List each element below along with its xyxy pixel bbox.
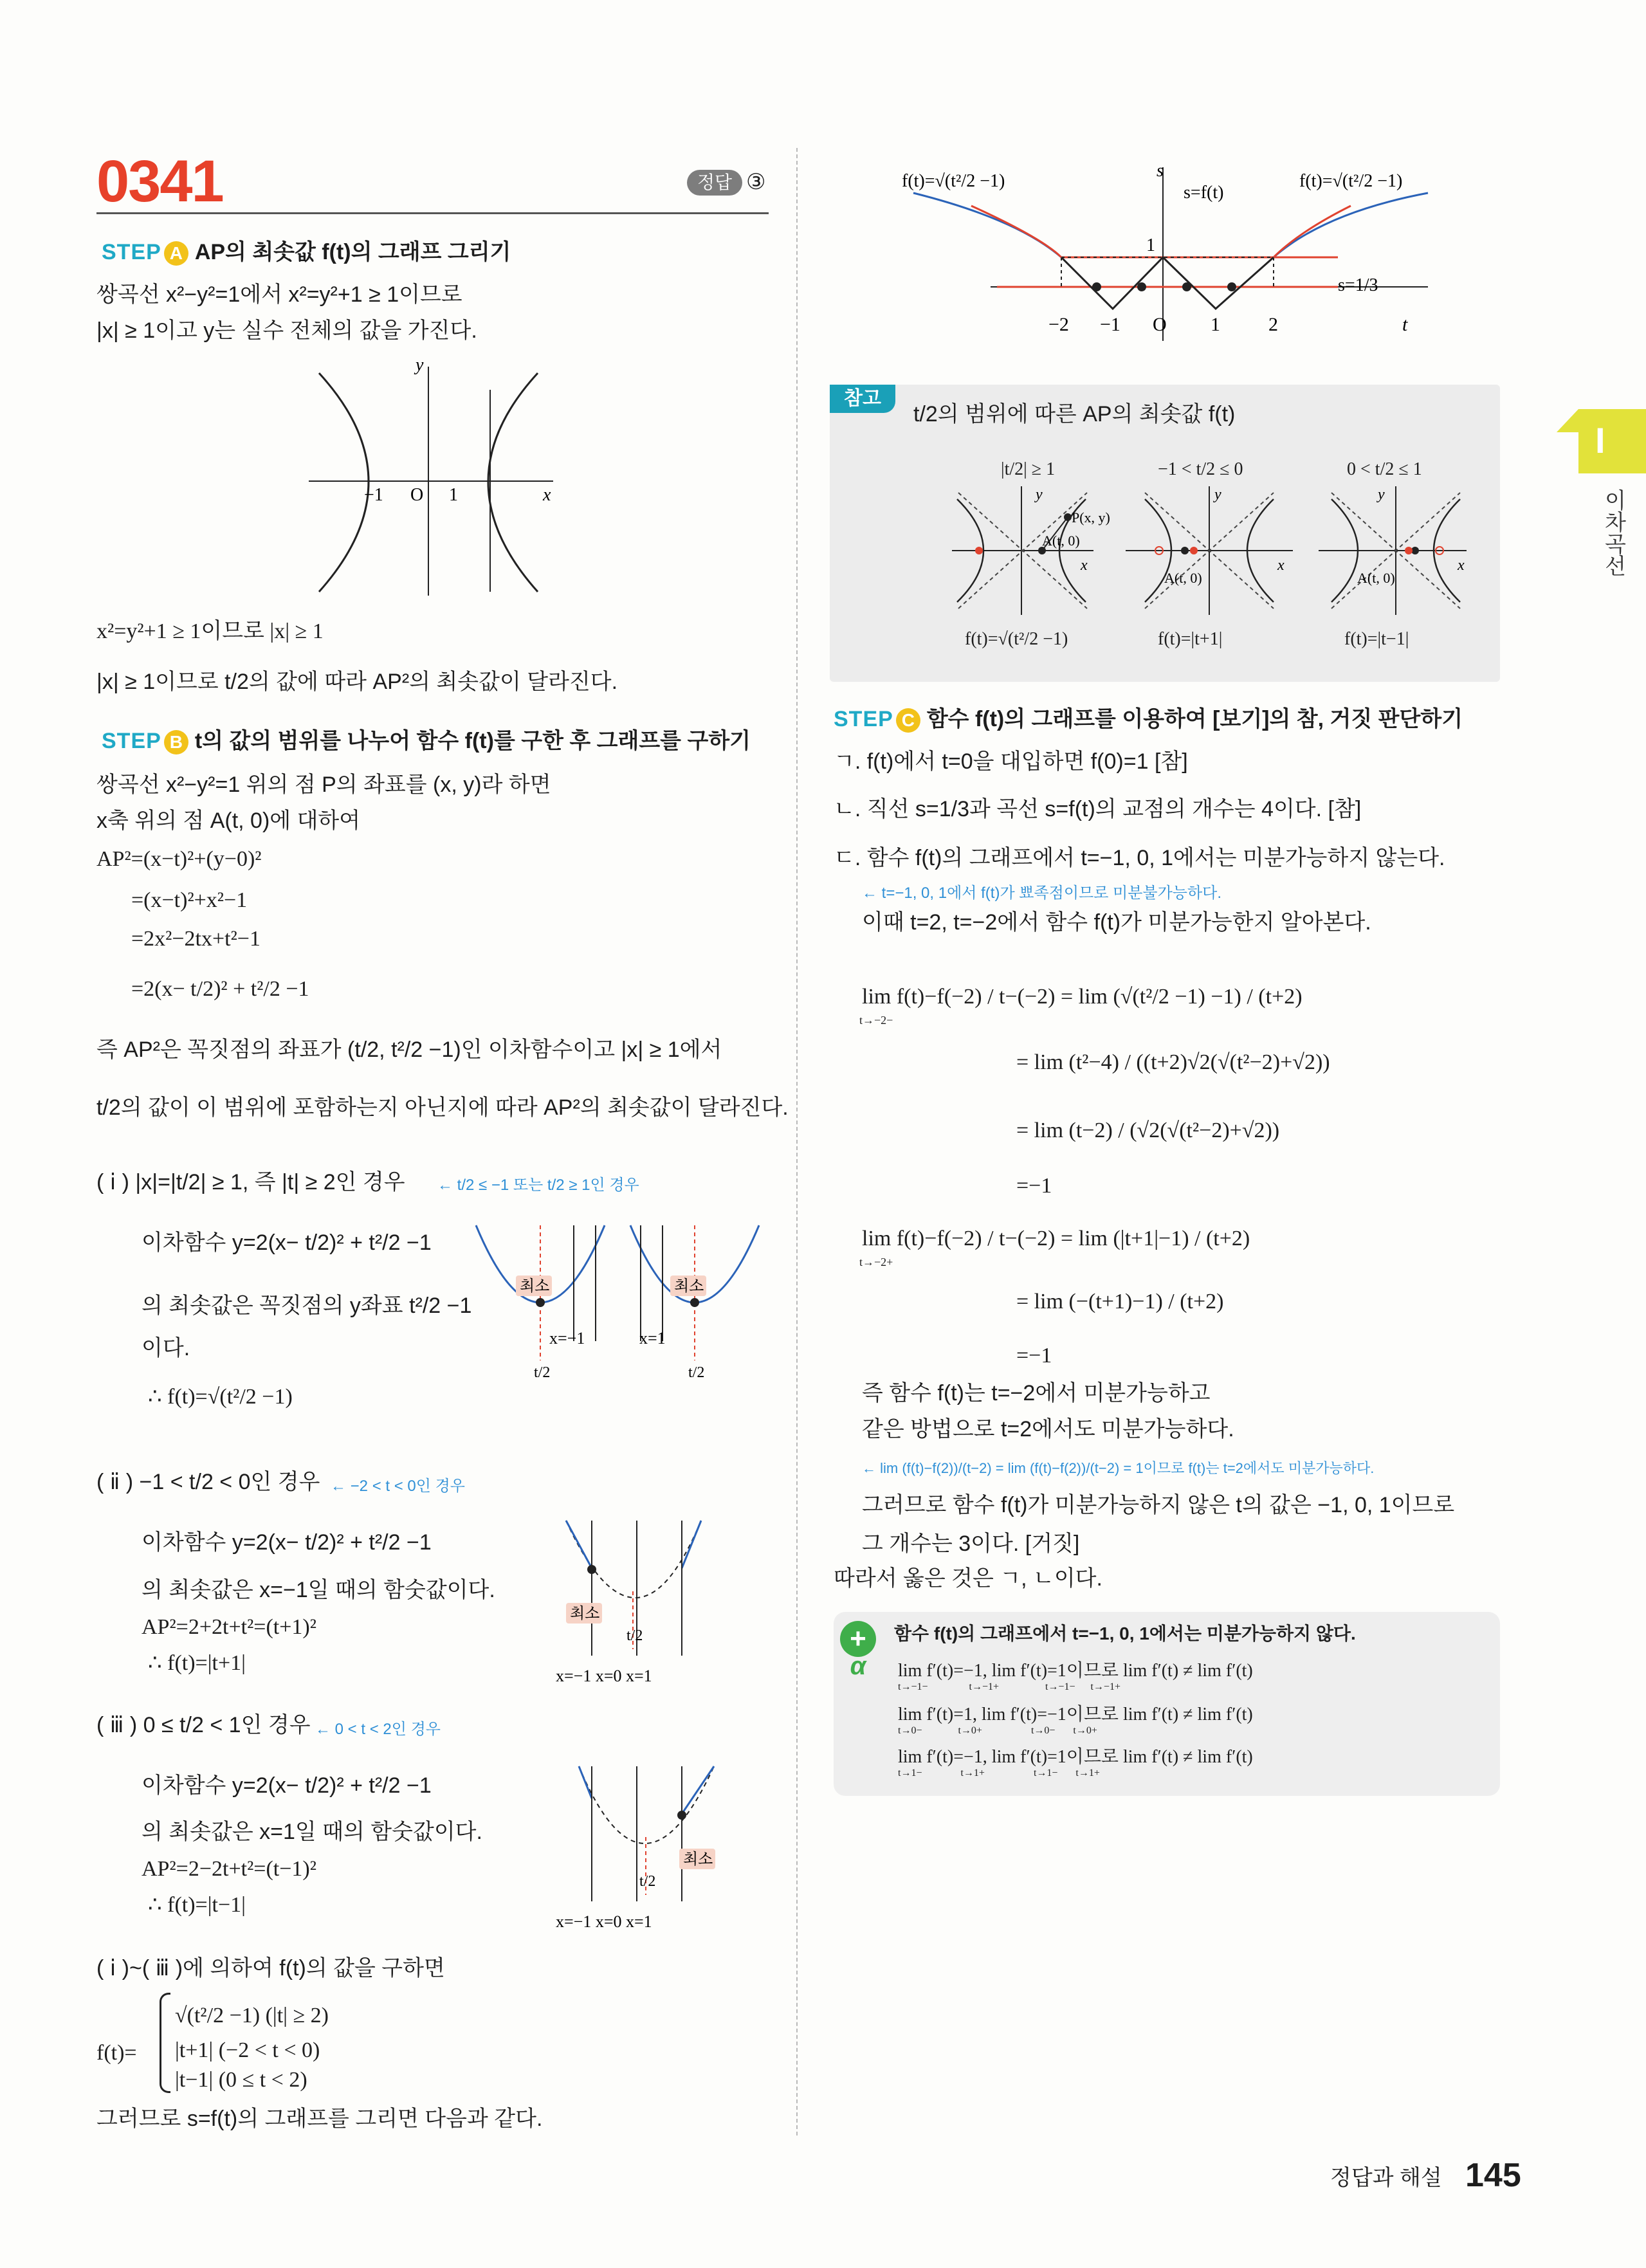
ref-panel-3 — [1319, 486, 1467, 615]
lim2-sub: t→−2+ — [859, 1256, 893, 1268]
final-answer: 따라서 옳은 것은 ㄱ, ㄴ이다. — [834, 1566, 1102, 1591]
case2-a: 이차함수 y=2(x− t/2)² + t²/2 −1 — [142, 1530, 432, 1555]
tick-t: t — [1402, 314, 1408, 335]
eq-ap2-1: AP²=(x−t)²+(y−0)² — [96, 847, 262, 871]
case3-c: AP²=2−2t+t²=(t−1)² — [142, 1857, 316, 1881]
final-line: 그러므로 s=f(t)의 그래프를 그리면 다음과 같다. — [96, 2107, 543, 2131]
case1-right-t2: t/2 — [688, 1364, 705, 1381]
conclusion-3: 그러므로 함수 f(t)가 미분가능하지 않은 t의 값은 −1, 0, 1이므로 — [862, 1493, 1455, 1517]
sft-right-label: f(t)=√(t²/2 −1) — [1299, 171, 1403, 191]
case3-head: ( ⅲ ) 0 ≤ t/2 < 1인 경우 — [96, 1713, 311, 1737]
step-a-line2: |x| ≥ 1이고 y는 실수 전체의 값을 가진다. — [96, 318, 477, 343]
graph-y-label: y — [416, 358, 424, 375]
case3-b: 의 최솟값은 x=1일 때의 함숫값이다. — [142, 1820, 482, 1844]
item-g: ㄱ. f(t)에서 t=0을 대입하면 f(0)=1 [참] — [834, 749, 1188, 774]
graph-origin: O — [410, 485, 424, 505]
tip-row-3-sub: t→1− t→1+ t→1− t→1+ — [898, 1768, 1100, 1779]
case1-c: 이다. — [142, 1336, 190, 1360]
intersection-4 — [1227, 282, 1236, 291]
case1-d: ∴ f(t)=√(t²/2 −1) — [148, 1385, 293, 1409]
case2-left-branch — [566, 1521, 592, 1568]
case2-min-point — [587, 1565, 596, 1574]
case1-head: ( ⅰ ) |x|=|t/2| ≥ 1, 즉 |t| ≥ 2인 경우 — [96, 1170, 405, 1194]
sft-sft-label: s=f(t) — [1184, 183, 1224, 203]
lim1-line-d: =−1 — [1016, 1174, 1052, 1198]
case2-head: ( ⅱ ) −1 < t/2 < 0인 경우 — [96, 1470, 320, 1494]
step-b-heading — [102, 727, 751, 755]
case2-right-branch — [682, 1521, 701, 1568]
step-a-label: STEP — [102, 240, 161, 264]
ref-panel-1 — [952, 486, 1110, 615]
step-b-title: t의 값의 범위를 나누어 함수 f(t)를 구한 후 그래프를 구하기 — [194, 729, 751, 753]
answer-badge: 정답 — [687, 170, 742, 196]
case3-t2: t/2 — [639, 1873, 656, 1890]
ref-panel-2 — [1126, 486, 1293, 615]
case1-b: 의 최솟값은 꼭짓점의 y좌표 t²/2 −1 — [142, 1294, 472, 1318]
case1-right-min-label: 최소 — [674, 1278, 704, 1295]
graph-x-label: x — [543, 485, 551, 505]
tick-2: 2 — [1268, 314, 1278, 335]
column-divider — [796, 148, 798, 2135]
step-a-line3: x²=y²+1 ≥ 1이므로 |x| ≥ 1 — [96, 619, 324, 643]
chapter-title: 이차곡선 — [1601, 489, 1625, 576]
conclusion-note: ← lim (f(t)−f(2))/(t−2) = lim (f(t)−f(2))/(t−2) = 1이므로 f(t)는 t=2에서도 미분가능하다. — [862, 1460, 1375, 1476]
case3-a: 이차함수 y=2(x− t/2)² + t²/2 −1 — [142, 1773, 432, 1798]
piecewise-2: |t+1| (−2 < t < 0) — [175, 2038, 320, 2062]
case2-min-label: 최소 — [570, 1605, 600, 1622]
hyperbola-graph — [302, 358, 560, 602]
case3-min-point — [677, 1811, 686, 1820]
sft-right-blue-curve — [1274, 193, 1428, 257]
case2-d: ∴ f(t)=|t+1| — [148, 1651, 246, 1675]
case3-note: ← 0 < t < 2인 경우 — [315, 1721, 441, 1738]
graph-neg1: −1 — [364, 485, 383, 505]
case3-min-label: 최소 — [683, 1851, 713, 1868]
step-b-label: STEP — [102, 729, 161, 753]
case1-xm1: x=−1 — [549, 1329, 585, 1348]
case1-graphs — [470, 1219, 765, 1386]
reference-graphs — [946, 486, 1473, 621]
piecewise-1: √(t²/2 −1) (|t| ≥ 2) — [175, 2004, 329, 2027]
lim1-line-a: lim f(t)−f(−2) / t−(−2) = lim (√(t²/2 −1) −1) / (t+2) — [862, 985, 1303, 1009]
ref3-x: x — [1458, 557, 1465, 574]
tip-title: 함수 f(t)의 그래프에서 t=−1, 0, 1에서는 미분가능하지 않다. — [894, 1623, 1356, 1643]
step-b-line1: 쌍곡선 x²−y²=1 위의 점 P의 좌표를 (x, y)라 하면 — [96, 773, 551, 797]
tick-m2: −2 — [1048, 314, 1069, 335]
chapter-tab — [1578, 409, 1646, 473]
step-b-line4: t/2의 값이 이 범위에 포함하는지 아닌지에 따라 AP²의 최솟값이 달라진다. — [96, 1095, 789, 1120]
tick-o: O — [1153, 314, 1167, 335]
step-b-line2: x축 위의 점 A(t, 0)에 대하여 — [96, 809, 361, 833]
piecewise-3: |t−1| (0 ≤ t < 2) — [175, 2068, 307, 2092]
step-a-title: AP의 최솟값 f(t)의 그래프 그리기 — [194, 240, 511, 264]
step-a-heading — [102, 238, 511, 266]
item-d: ㄷ. 함수 f(t)의 그래프에서 t=−1, 0, 1에서는 미분가능하지 않는다. — [834, 846, 1445, 870]
tip-row-2: lim f′(t)=1, lim f′(t)=−1이므로 lim f′(t) ≠ lim f′(t) — [898, 1705, 1253, 1724]
ref1-a: A(t, 0) — [1042, 533, 1080, 549]
step-a-line1: 쌍곡선 x²−y²=1에서 x²=y²+1 ≥ 1이므로 — [96, 282, 462, 307]
ref2-y: y — [1214, 486, 1221, 503]
intersection-3 — [1182, 282, 1191, 291]
intersection-2 — [1137, 282, 1146, 291]
ref-func-1: f(t)=√(t²/2 −1) — [965, 629, 1068, 649]
case3-right-branch — [682, 1766, 714, 1814]
eq-ap2-3: =2x²−2tx+t²−1 — [131, 927, 261, 951]
header-rule — [96, 212, 769, 214]
sft-zigzag — [1061, 257, 1274, 309]
item-n: ㄴ. 직선 s=1/3과 곡선 s=f(t)의 교점의 개수는 4이다. [참] — [834, 797, 1362, 821]
sft-s-label: s — [1157, 161, 1164, 181]
ref2-x: x — [1277, 557, 1285, 574]
tip-row-1-sub: t→−1− t→−1+ t→−1− t→−1+ — [898, 1681, 1120, 1692]
case3-axis-labels: x=−1 x=0 x=1 — [556, 1912, 652, 1931]
case3-dashed-parabola — [579, 1766, 714, 1843]
case1-right-min-point — [690, 1298, 699, 1307]
conclusion-2: 같은 방법으로 t=2에서도 미분가능하다. — [862, 1417, 1234, 1441]
ref-head-3: 0 < t/2 ≤ 1 — [1347, 459, 1422, 479]
case2-note: ← −2 < t < 0인 경우 — [331, 1477, 465, 1495]
conclusion-1: 즉 함수 f(t)는 t=−2에서 미분가능하고 — [862, 1381, 1211, 1405]
problem-number: 0341 — [96, 149, 223, 214]
case2-axis-labels: x=−1 x=0 x=1 — [556, 1667, 652, 1685]
case3-graph — [553, 1760, 727, 1934]
case1-note: ← t/2 ≤ −1 또는 t/2 ≥ 1인 경우 — [437, 1176, 639, 1194]
step-b-line3: 즉 AP²은 꼭짓점의 좌표가 (t/2, t²/2 −1)인 이차함수이고 |x| ≥ 1에서 — [96, 1038, 722, 1062]
plus-alpha-icon: + — [840, 1621, 876, 1657]
step-c-heading — [834, 705, 1463, 733]
step-c-circle: C — [896, 708, 920, 733]
graph-one: 1 — [449, 485, 458, 505]
item-d2: 이때 t=2, t=−2에서 함수 f(t)가 미분가능한지 알아본다. — [862, 910, 1371, 935]
intersection-1 — [1092, 282, 1101, 291]
step-c-label: STEP — [834, 707, 893, 731]
sft-s13-label: s=1/3 — [1338, 275, 1378, 295]
ref2-a: A(t, 0) — [1164, 570, 1202, 586]
step-a-circle: A — [164, 241, 188, 266]
page-number: 145 — [1465, 2157, 1521, 2194]
case2-t2: t/2 — [626, 1627, 643, 1644]
piecewise-brace — [160, 1993, 170, 2093]
ref-head-1: |t/2| ≥ 1 — [1001, 459, 1056, 479]
case1-left-min-label: 최소 — [520, 1278, 550, 1295]
tip-row-3: lim f′(t)=−1, lim f′(t)=1이므로 lim f′(t) ≠ lim f′(t) — [898, 1747, 1253, 1767]
lim2-line-c: =−1 — [1016, 1344, 1052, 1367]
step-c-title: 함수 f(t)의 그래프를 이용하여 [보기]의 참, 거짓 판단하기 — [926, 707, 1463, 731]
ref-func-3: f(t)=|t−1| — [1344, 629, 1409, 649]
footer-label: 정답과 해설 — [1330, 2166, 1442, 2190]
answer-value: ③ — [746, 170, 766, 194]
lim1-line-c: = lim (t−2) / (√2(√(t²−2)+√2)) — [1016, 1119, 1280, 1142]
item-d-note: ← t=−1, 0, 1에서 f(t)가 뾰족점이므로 미분불가능하다. — [862, 884, 1222, 902]
ref3-a: A(t, 0) — [1357, 570, 1395, 586]
hyperbola-left-branch — [319, 373, 369, 592]
case2-graph — [553, 1514, 727, 1688]
summary-line: ( ⅰ )~( ⅲ )에 의하여 f(t)의 값을 구하면 — [96, 1956, 445, 1980]
step-b-circle: B — [164, 730, 188, 754]
chapter-roman: I — [1595, 420, 1605, 461]
ref3-y: y — [1378, 486, 1385, 503]
tick-m1: −1 — [1100, 314, 1120, 335]
lim1-line-b: = lim (t²−4) / ((t+2)√2(√(t²−2)+√2)) — [1016, 1050, 1330, 1074]
alpha-icon: α — [850, 1652, 866, 1680]
eq-ap2-2: =(x−t)²+x²−1 — [131, 888, 248, 912]
ref1-p: P(x, y) — [1072, 509, 1110, 526]
chapter-tab-corner — [1557, 409, 1578, 432]
tip-row-1: lim f′(t)=−1, lim f′(t)=1이므로 lim f′(t) ≠ lim f′(t) — [898, 1661, 1253, 1681]
case1-left-min-point — [536, 1298, 545, 1307]
reference-tag: 참고 — [830, 385, 895, 413]
step-a-line4: |x| ≥ 1이므로 t/2의 값에 따라 AP²의 최솟값이 달라진다. — [96, 670, 618, 694]
case1-left-t2: t/2 — [534, 1364, 551, 1381]
sft-left-label: f(t)=√(t²/2 −1) — [902, 171, 1005, 191]
lim2-line-b: = lim (−(t+1)−1) / (t+2) — [1016, 1290, 1224, 1313]
sft-left-blue-curve — [913, 193, 1061, 257]
case2-b: 의 최솟값은 x=−1일 때의 함숫값이다. — [142, 1578, 495, 1602]
reference-title: t/2의 범위에 따른 AP의 최솟값 f(t) — [913, 402, 1236, 426]
eq-ap2-4: =2(x− t/2)² + t²/2 −1 — [131, 977, 309, 1001]
case1-x1: x=1 — [639, 1329, 666, 1348]
sft-one-label: 1 — [1146, 235, 1155, 255]
hyperbola-right-branch — [488, 373, 538, 592]
ref1-x: x — [1081, 557, 1088, 574]
tip-row-2-sub: t→0− t→0+ t→0− t→0+ — [898, 1725, 1097, 1736]
case3-left-branch — [579, 1766, 592, 1798]
case2-c: AP²=2+2t+t²=(t+1)² — [142, 1615, 316, 1639]
case3-d: ∴ f(t)=|t−1| — [148, 1893, 246, 1917]
conclusion-4: 그 개수는 3이다. [거짓] — [862, 1532, 1080, 1556]
lim1-sub: t→−2− — [859, 1014, 893, 1027]
ref-head-2: −1 < t/2 ≤ 0 — [1158, 459, 1243, 479]
lim2-line-a: lim f(t)−f(−2) / t−(−2) = lim (|t+1|−1) / (t+2) — [862, 1227, 1250, 1250]
ref-func-2: f(t)=|t+1| — [1158, 629, 1223, 649]
sft-graph — [888, 148, 1434, 354]
piecewise-label: f(t)= — [96, 2041, 137, 2065]
ref1-y: y — [1036, 486, 1043, 503]
tick-1: 1 — [1211, 314, 1220, 335]
case1-a: 이차함수 y=2(x− t/2)² + t²/2 −1 — [142, 1230, 432, 1255]
sft-left-red-curve — [971, 206, 1061, 257]
